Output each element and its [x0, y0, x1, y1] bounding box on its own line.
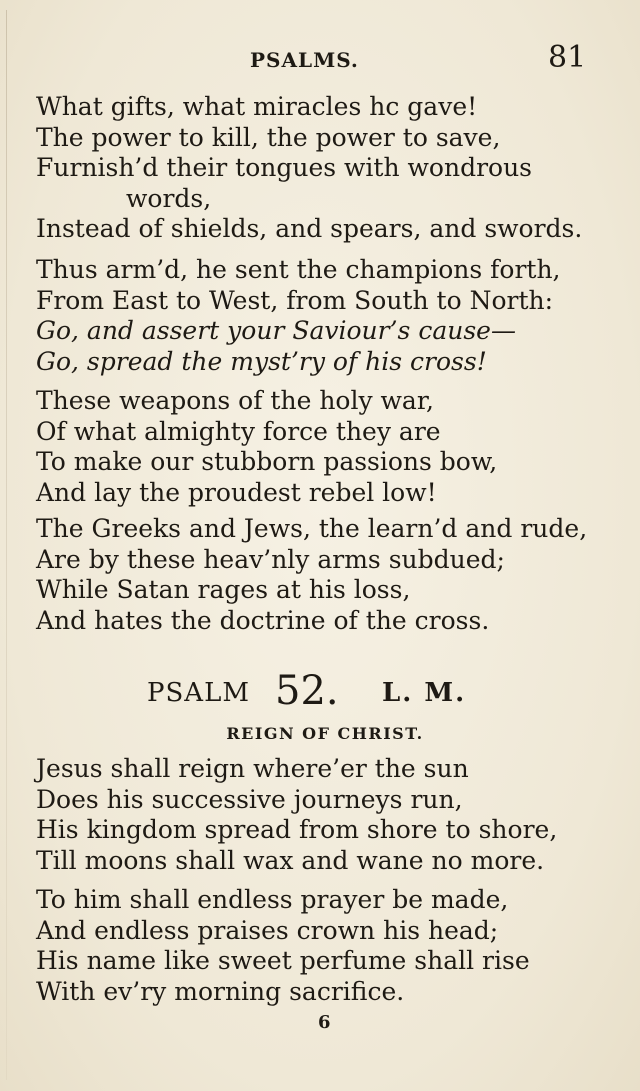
verse-line: These weapons of the holy war,: [36, 386, 434, 415]
verse-line-italic: Go, spread the myst’ry of his cross!: [36, 346, 487, 376]
stanza-6: [36, 885, 616, 1007]
stanza-2: [36, 255, 616, 377]
verse-line: Instead of shields, and spears, and swords.: [36, 214, 583, 243]
psalm-subtitle: REIGN OF CHRIST.: [226, 724, 424, 743]
verse-line: From East to West, from South to North:: [36, 285, 554, 315]
verse-line: The power to kill, the power to save,: [36, 122, 501, 152]
psalm-number: 52.: [275, 668, 339, 714]
verse-line: The Greeks and Jews, the learn’d and rude,: [36, 514, 588, 543]
verse-line: His name like sweet perfume shall rise: [36, 946, 530, 975]
verse-line: Does his successive journeys run,: [36, 784, 463, 814]
verse-line: And endless praises crown his head;: [36, 915, 499, 945]
page-edge-shadow: [6, 10, 7, 1080]
running-head: [0, 40, 640, 74]
stanza-5: [36, 754, 616, 876]
verse-line: And hates the doctrine of the cross.: [36, 605, 490, 635]
verse-line: Thus arm’d, he sent the champions forth,: [36, 255, 561, 284]
verse-line: Furnish’d their tongues with wondrous: [36, 153, 533, 182]
psalm-meter: L. M.: [382, 678, 467, 708]
signature-mark: 6: [318, 1012, 331, 1033]
running-title: PSALMS.: [250, 48, 359, 72]
stanza-1: [36, 92, 616, 245]
page-number: 81: [548, 40, 587, 75]
verse-line: And lay the proudest rebel low!: [36, 477, 437, 507]
verse-line: Of what almighty force they are: [36, 416, 441, 446]
verse-line: His kingdom spread from shore to shore,: [36, 815, 558, 844]
psalm-label: PSALM: [147, 678, 250, 708]
verse-line: Are by these heav’nly arms subdued;: [36, 544, 505, 574]
verse-line: While Satan rages at his loss,: [36, 575, 411, 604]
verse-line-italic: Go, and assert your Saviour’s cause—: [36, 316, 516, 345]
verse-line-continuation: words,: [126, 183, 212, 213]
stanza-3: [36, 386, 616, 508]
verse-line: Jesus shall reign where’er the sun: [36, 754, 469, 783]
verse-line: To make our stubborn passions bow,: [36, 447, 498, 476]
verse-line: What gifts, what miracles hc gave!: [36, 92, 478, 121]
verse-line: With ev’ry morning sacrifice.: [36, 976, 405, 1006]
verse-line: Till moons shall wax and wane no more.: [36, 845, 545, 875]
psalm-heading: [0, 668, 640, 712]
verse-line: To him shall endless prayer be made,: [36, 885, 509, 914]
stanza-4: [36, 514, 616, 636]
